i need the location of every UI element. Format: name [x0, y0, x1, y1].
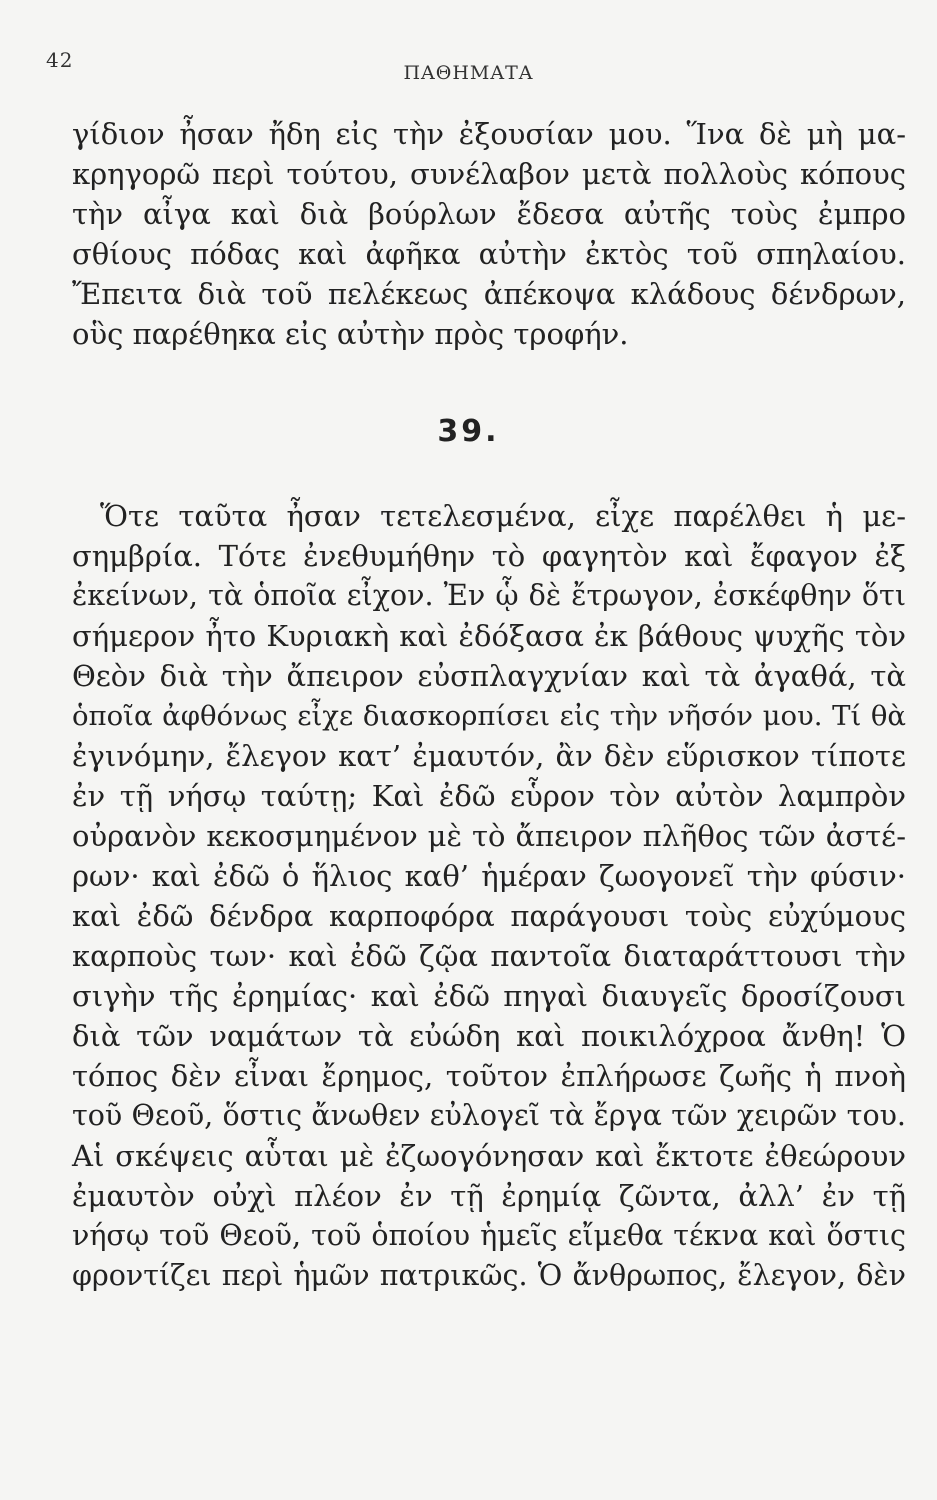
text-line: νήσῳ τοῦ Θεοῦ, τοῦ ὁποίου ἡμεῖς εἴμεθα τέκνα καὶ ὅστις — [72, 1219, 906, 1252]
text-line: ἐν τῇ νήσῳ ταύτῃ; Καὶ ἐδῶ εὗρον τὸν αὐτὸν λαμπρὸν — [72, 779, 906, 813]
text-line: σθίους πόδας καὶ ἀφῆκα αὐτὴν ἐκτὸς τοῦ σπηλαίου. — [72, 237, 906, 271]
text-line: ὁποῖα ἀφθόνως εἶχε διασκορπίσει εἰς τὴν νῆσόν μου. Τί θὰ — [72, 700, 906, 732]
text-line: Ἔπειτα διὰ τοῦ πελέκεως ἀπέκοψα κλάδους δένδρων, — [72, 277, 906, 311]
text-line: κρηγορῶ περὶ τούτου, συνέλαβον μετὰ πολλοὺς κόπους — [72, 157, 906, 191]
text-line: σήμερον ἦτο Κυριακὴ καὶ ἐδόξασα ἐκ βάθους ψυχῆς τὸν — [72, 619, 906, 653]
text-line: γίδιον ἦσαν ἤδη εἰς τὴν ἐξουσίαν μου. Ἵνα δὲ μὴ μα- — [72, 117, 906, 151]
text-line: φροντίζει περὶ ἡμῶν πατρικῶς. Ὁ ἄνθρωπος, ἔλεγον, δὲν — [72, 1259, 906, 1292]
paragraph-continued — [72, 114, 906, 354]
text-line: τοῦ Θεοῦ, ὅστις ἄνωθεν εὐλογεῖ τὰ ἔργα τῶν χειρῶν του. — [72, 1099, 906, 1132]
text-line: τὴν αἶγα καὶ διὰ βούρλων ἔδεσα αὐτῆς τοὺς ἐμπρο — [72, 197, 906, 231]
text-line: ρων· καὶ ἐδῶ ὁ ἥλιος καθ’ ἡμέραν ζωογονεῖ τὴν φύσιν· — [72, 859, 906, 893]
text-line: καὶ ἐδῶ δένδρα καρποφόρα παράγουσι τοὺς εὐχύμους — [72, 899, 906, 933]
text-line: ἐκείνων, τὰ ὁποῖα εἶχον. Ἐν ᾧ δὲ ἔτρωγον, ἐσκέφθην ὅτι — [72, 579, 906, 612]
section-number: 39. — [437, 414, 500, 449]
page-number: 42 — [46, 48, 74, 72]
text-line: Θεὸν διὰ τὴν ἄπειρον εὐσπλαγχνίαν καὶ τὰ ἀγαθά, τὰ — [72, 659, 906, 693]
text-line: καρποὺς των· καὶ ἐδῶ ζῷα παντοῖα διαταράττουσι τὴν — [72, 939, 906, 973]
paragraph-section-39 — [72, 496, 906, 1296]
text-line: διὰ τῶν ναμάτων τὰ εὐώδη καὶ ποικιλόχροα ἄνθη! Ὁ — [72, 1019, 906, 1053]
text-line: ἐμαυτὸν οὐχὶ πλέον ἐν τῇ ἐρημίᾳ ζῶντα, ἀλλ’ ἐν τῇ — [72, 1179, 906, 1213]
text-line: οὓς παρέθηκα εἰς αὐτὴν πρὸς τροφήν. — [72, 317, 629, 351]
text-line: τόπος δὲν εἶναι ἔρημος, τοῦτον ἐπλήρωσε ζωῆς ἡ πνοὴ — [72, 1059, 906, 1093]
text-line: Αἱ σκέψεις αὗται μὲ ἐζωογόνησαν καὶ ἔκτοτε ἐθεώρουν — [72, 1139, 906, 1173]
running-title: ΠΑΘΗΜΑΤΑ — [403, 62, 534, 84]
text-line: ἐγινόμην, ἔλεγον κατ’ ἐμαυτόν, ἂν δὲν εὕρισκον τίποτε — [72, 739, 906, 773]
text-line: Ὅτε ταῦτα ἦσαν τετελεσμένα, εἶχε παρέλθει ἡ με- — [100, 499, 906, 533]
text-line: σιγὴν τῆς ἐρημίας· καὶ ἐδῶ πηγαὶ διαυγεῖς δροσίζουσι — [72, 979, 906, 1013]
text-line: οὐρανὸν κεκοσμημένον μὲ τὸ ἄπειρον πλῆθος τῶν ἀστέ- — [72, 819, 906, 853]
text-line: σημβρία. Τότε ἐνεθυμήθην τὸ φαγητὸν καὶ ἔφαγον ἐξ — [72, 539, 906, 573]
